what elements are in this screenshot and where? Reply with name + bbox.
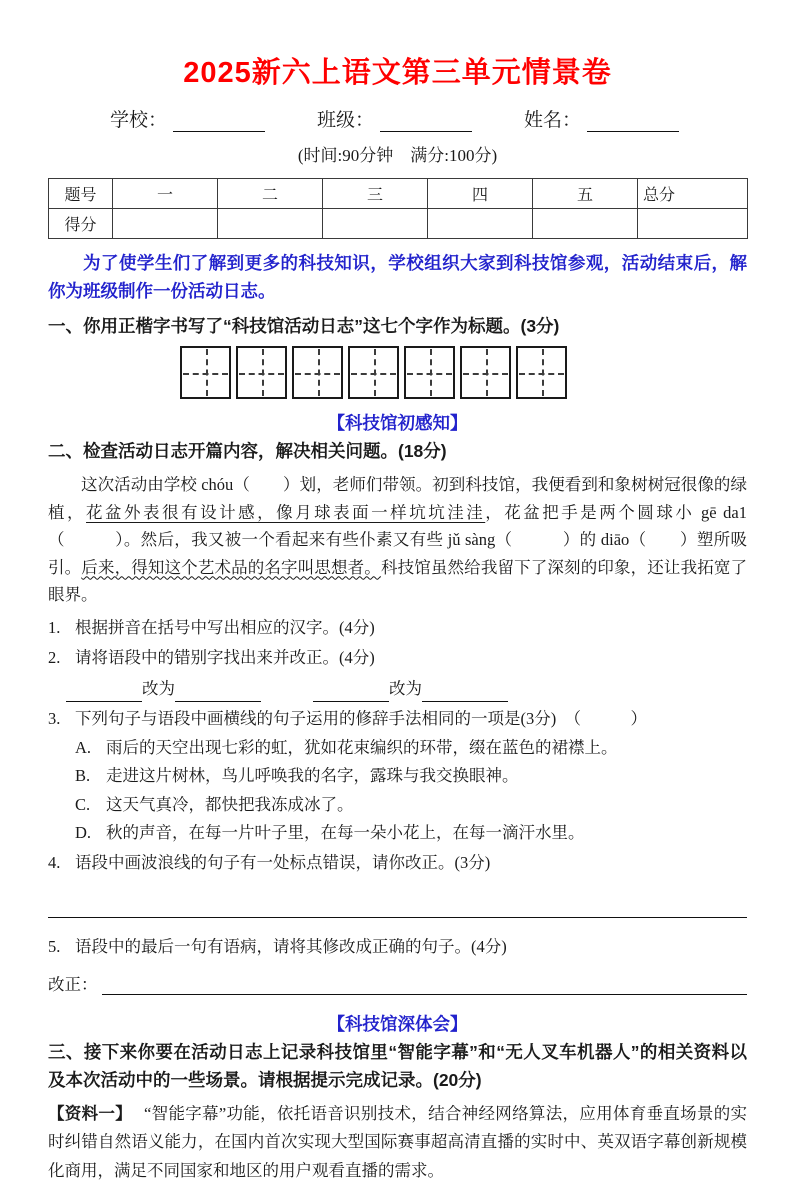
question-2-answer-blanks [66, 676, 747, 702]
score-empty-cell [113, 209, 218, 239]
banner-deep-experience: 【科技馆深体会】 [327, 1013, 468, 1034]
intro-paragraph: 为了使学生们了解到更多的科技知识，学校组织大家到科技馆参观，活动结束后，解你为班级制作一份活动日志。 [48, 253, 747, 301]
option-text: 走进这片树林，鸟儿呼唤我的名字，露珠与我交换眼神。 [106, 766, 519, 786]
writing-box [460, 346, 511, 399]
reading-passage [48, 471, 747, 609]
question-5-correction-row [48, 970, 747, 1000]
question-number: 2. [48, 647, 61, 667]
section2-heading: 二、检查活动日志开篇内容，解决相关问题。(18分) [48, 441, 447, 461]
correction-answer-line [102, 970, 748, 995]
answer-blank [313, 684, 389, 702]
writing-box [292, 346, 343, 399]
score-empty-cell [323, 209, 428, 239]
passage-wavy-sentence: 后来，得知这个艺术品的名字叫思想者。 [81, 557, 381, 577]
section1-heading: 一、你用正楷字书写了“科技馆活动日志”这七个字作为标题。(3分) [48, 316, 560, 336]
score-empty-cell [218, 209, 323, 239]
name-blank [587, 112, 679, 132]
name-label: 姓名： [524, 110, 582, 131]
answer-blank [175, 684, 261, 702]
question-number: 3. [48, 708, 61, 728]
school-label: 学校： [110, 110, 168, 131]
question-text: 根据拼音在括号中写出相应的汉字。(4分) [75, 617, 375, 637]
score-header-cell: 五 [533, 179, 638, 209]
question-1 [48, 613, 747, 643]
answer-blank [422, 684, 508, 702]
option-text: 秋的声音，在每一片叶子里，在每一朵小花上，在每一滴汗水里。 [106, 823, 585, 843]
change-to-label: 改为 [142, 678, 175, 698]
score-empty-cell [638, 209, 748, 239]
option-letter: A. [75, 737, 92, 757]
passage-segment: 科技馆虽然给我留下了深刻的印象，还让我拓宽了眼界。 [48, 557, 748, 604]
class-label: 班级： [317, 110, 375, 131]
question-4-answer-line [48, 916, 747, 918]
class-blank [380, 112, 472, 132]
score-header-cell: 总分 [638, 179, 748, 209]
time-score-info: (时间:90分钟 满分:100分) [297, 146, 498, 165]
answer-blank [66, 684, 142, 702]
handwriting-grid [180, 346, 747, 399]
score-table-header-row [49, 179, 748, 209]
section3-heading: 三、接下来你要在活动日志上记录科技馆里“智能字幕”和“无人叉车机器人”的相关资料以及本次活动中的一些场景。请根据提示完成记录。(20分) [48, 1041, 747, 1090]
option-d [48, 819, 747, 848]
score-empty-cell [428, 209, 533, 239]
school-blank [173, 112, 265, 132]
question-text: 下列句子与语段中画横线的句子运用的修辞手法相同的一项是(3分) （ ） [75, 708, 647, 728]
option-letter: B. [75, 766, 91, 786]
correction-label: 改正： [48, 974, 98, 994]
score-table [48, 178, 748, 239]
writing-box [404, 346, 455, 399]
student-info-row [48, 105, 747, 132]
question-text: 语段中画波浪线的句子有一处标点错误，请你改正。(3分) [75, 852, 491, 872]
score-header-cell: 一 [113, 179, 218, 209]
banner-first-impression: 【科技馆初感知】 [327, 413, 468, 433]
change-to-label: 改为 [389, 678, 422, 698]
passage-segment: 这次活动由学校 chóu（ ）划，老师们带领。初到科技馆，我便看到和象树树冠很像的绿植， [48, 475, 747, 522]
option-text: 雨后的天空出现七彩的虹，犹如花束编织的环带，缀在蓝色的裙襟上。 [106, 737, 618, 757]
question-4 [48, 848, 747, 878]
score-empty-cell [533, 209, 638, 239]
option-c [48, 791, 747, 820]
score-header-cell: 题号 [49, 179, 113, 209]
passage-segment: ，花盆把手是两个圆球小 gē da1（ ）。然后，我又被一个看起来有些仆素又有些 jǔ sàng（ ）的 diāo（ ）塑所吸引。 [48, 502, 748, 577]
option-a [48, 734, 747, 763]
writing-box [516, 346, 567, 399]
writing-box [180, 346, 231, 399]
writing-box [348, 346, 399, 399]
question-2 [48, 643, 747, 673]
question-text: 请将语段中的错别字找出来并改正。(4分) [75, 647, 375, 667]
score-table-score-row [49, 209, 748, 239]
score-row-label: 得分 [49, 209, 113, 239]
option-letter: C. [75, 794, 91, 814]
question-3 [48, 704, 747, 734]
question-number: 5. [48, 936, 61, 956]
material-1-label: 【资料一】 [48, 1104, 133, 1123]
question-5 [48, 932, 747, 962]
name-field [524, 105, 679, 132]
material-1-paragraph [48, 1100, 747, 1185]
question-number: 4. [48, 852, 61, 872]
option-text: 这天气真冷，都快把我冻成冰了。 [106, 794, 354, 814]
school-field [110, 105, 265, 132]
page-title: 2025新六上语文第三单元情景卷 [183, 57, 612, 89]
question-text: 语段中的最后一句有语病，请将其修改成正确的句子。(4分) [75, 936, 507, 956]
class-field [317, 105, 472, 132]
score-header-cell: 二 [218, 179, 323, 209]
option-b [48, 762, 747, 791]
question-number: 1. [48, 617, 61, 637]
option-letter: D. [75, 823, 92, 843]
writing-box [236, 346, 287, 399]
passage-underlined-sentence: 花盆外表很有设计感，像月球表面一样坑坑洼洼 [86, 502, 486, 522]
score-header-cell: 四 [428, 179, 533, 209]
material-1-text: “智能字幕”功能，依托语音识别技术，结合神经网络算法，应用体育垂直场景的实时纠错自然语义能力，在国内首次实现大型国际赛事超高清直播的实时中、英双语字幕创新规模化商用，满足不同国家和地区的用户观看直播的需求。 [48, 1103, 748, 1180]
score-header-cell: 三 [323, 179, 428, 209]
